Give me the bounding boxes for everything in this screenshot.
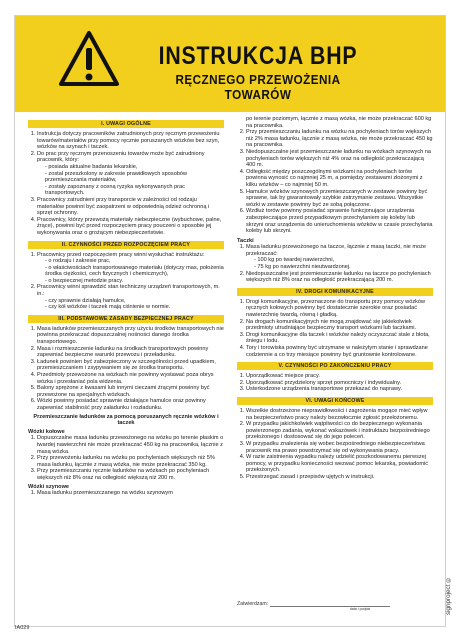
sub-list xyxy=(246,257,433,270)
list-item: 1. Masa ładunku przemieszczanego na wózku szynowym xyxy=(37,490,224,497)
list-item: 6. Wzdłuż torów powinny posiadać sprawnie funkcjonujące urządzenia zabezpieczające przed przypadkowym przechylaniem się koleby lub skrzyni oraz urządzenia do unieruchomienia wózków w czasie przechylania koleby lub skrzyni. xyxy=(246,208,433,234)
list-item xyxy=(37,151,224,197)
section-1-list xyxy=(28,131,224,237)
section-heading: III. PODSTAWOWE ZASADY BEZPIECZNEJ PRACY xyxy=(28,315,224,323)
subsection-subheading: Wózki szynowe xyxy=(28,483,70,490)
sub-list-item: - czy kół wózków i taczek mają ciśnienie w normie. xyxy=(45,304,171,311)
sub-list-item: - o bezpiecznej metodzie pracy. xyxy=(45,277,124,284)
list-item: 3. Pracownicy zatrudnieni przy transporcie w zależności od rodzaju materiałów powinni być zaopatrzeni w odpowiednią odzież ochronną i sprzęt ochronny. xyxy=(37,197,224,217)
signature-caption: data i podpis xyxy=(349,607,371,611)
list-item-text: Do prac przy ręcznym przenoszeniu towarów może być zatrudniony pracownik, który: xyxy=(37,150,205,164)
list-item: 3. W przypadku znalezienia się wobec bezpośredniego niebezpieczeństwa pracownik ma prawo powstrzymać się od wykonywania pracy. xyxy=(246,441,433,454)
list-item xyxy=(37,252,224,285)
list-item: 2. W przypadku jakichkolwiek wątpliwości co do bezpiecznego wykonania powierzonego zadania, wykonać wskazówek i instruktażu bezpośredniego przełożonego i dostosować się do jego poleceń. xyxy=(246,421,433,441)
list-item: 1. Dopuszczalne masa ładunku przewożonego na wózku po terenie płaskim o twardej nawierzchni nie może przekraczać 450 kg na pracownika, łącznie z masą wózka. xyxy=(37,435,224,455)
sub-list-item: - posiada aktualne badania lekarskie, xyxy=(45,163,138,170)
taczki-list xyxy=(237,244,433,284)
list-item: 3. Przy przemieszczaniu ręcznie ładunków na wózkach po pochyleniach większych niż 8% oraz na odległość większą niż 200 m. xyxy=(37,468,224,481)
title-line-2: RĘCZNEGO PRZEWOŻENIA TOWARÓW xyxy=(175,72,341,102)
list-item: 1. Uporządkować miejsce pracy. xyxy=(246,373,433,380)
sub-list-item: - 75 kg po nawierzchni nieutwardzonej. xyxy=(254,264,351,271)
list-item: 3. Niedopuszczalne jest przemieszczanie ładunku na wózkach szynowych na pochyleniach torów większych niż 4% oraz na odległość przekraczającą 400 m. xyxy=(246,149,433,169)
list-item: 3. Usterkodzone urządzenia transportowe przekazać do naprawy. xyxy=(246,386,433,393)
section-3-list xyxy=(28,326,224,412)
section-4-list xyxy=(28,435,224,481)
sub-list-item: - czy sprawnie działają hamulce, xyxy=(45,297,126,304)
right-column xyxy=(237,116,433,481)
approval-footer xyxy=(237,601,433,611)
list-item-text: Pracownicy przed rozpoczęciem pracy winni wysłuchać instruktażu: xyxy=(37,251,205,258)
instruction-sign xyxy=(14,15,446,627)
list-item: 2. Na drogach komunikacyjnych nie mogą znajdować się jakiekolwiek przedmioty utrudniające bezpieczny transport wózkami lub taczkami. xyxy=(246,319,433,332)
list-item: 3. Ładunek powinien być zabezpieczony w szczególności przed upadkiem, przemieszczaniem i zsypywaniem się ze środka transportu. xyxy=(37,359,224,372)
title-line-1: INSTRUKCJA BHP xyxy=(158,42,358,70)
list-item: 2. Przy przewożeniu ładunku na wózku po pochyleniach większych niż 5% masa ładunku, łącznie z masą wózka, nie może przekraczać 350 kg. xyxy=(37,455,224,468)
continuation-text: po terenie poziomym, łącznie z masą wózka, nie może przekraczać 600 kg na pracownika. xyxy=(246,116,432,129)
section-heading: IV. DROGI KOMUNIKACYJNE xyxy=(237,288,433,296)
subsection-subheading: Wózki kołowe xyxy=(28,428,65,435)
signature-line xyxy=(270,606,390,607)
list-item: 2. Niedopuszczalne jest przemieszczanie ładunku na taczce po pochyleniach większych niż 8% oraz na odległość przekraczającą 200 m. xyxy=(246,271,433,284)
list-item: 1. Instrukcja dotyczy pracowników zatrudnionych przy ręcznym przewożeniu towarów/materiałów przy pomocy ręcznie poruszanych wózków bez szyn, wózków na szynach i taczek. xyxy=(37,131,224,151)
page-title xyxy=(133,44,383,102)
list-item: 2. Przy przemieszczaniu ładunku na wózku na pochyleniach torów większych niż 2% masa ładunku, łącznie z masą wózka, nie może przekraczać 450 kg na pracownika. xyxy=(246,129,433,149)
list-item: 4. Tory i torowiska powinny być utrzymane w należytym stanie i sprawdzane codziennie a co trzy miesiące powinny być gruntownie kontrolowane. xyxy=(246,345,433,358)
section-7-list xyxy=(237,408,433,481)
section-2-list xyxy=(28,252,224,311)
warning-triangle-icon xyxy=(58,30,120,88)
section-5-list xyxy=(237,299,433,358)
list-item: 2. Masa i rozmieszczenie ładunku na środkach transportowych powinny zapewniać bezpieczne warunki przewozu i przeładunku. xyxy=(37,346,224,359)
list-item: 4. Odległość między poszczególnymi wózkami na pochyleniach torów powinna wynosić co najmniej 25 m, a pomiędzy zestawami złożonymi z kilku wózków – co najmniej 50 m. xyxy=(246,169,433,189)
sub-list-item: - 100 kg po twardej nawierzchni, xyxy=(254,257,335,264)
list-item: 4. W razie zaistnienia wypadku należy udzielić poszkodowanemu pierwszej pomocy, w przypadku konieczności wezwać pomoc lekarską, powiadomić przełożonych. xyxy=(246,454,433,474)
sub-list-item: - został przeszkolony w zakresie prawidłowych sposobów przemieszczania materiałów, xyxy=(45,170,188,184)
list-item: 1. Drogi komunikacyjne, przeznaczone do transportu przy pomocy wózków ręcznych kołowych powinny być dostatecznie szerokie oraz posiadać nawierzchnię twardą, równą i gładką. xyxy=(246,299,433,319)
sub-list xyxy=(37,164,224,197)
list-item-text: Pracownicy winni sprawdzić stan techniczny urządzeń transportowych, m. in.: xyxy=(37,284,220,298)
sub-list-item: - o rodzaju i zakresie prac, xyxy=(45,258,111,265)
sub-list-item: - o właściwościach transportowanego materiału (dotyczy mas, położenia środka ciężkości, cech fizycznych i chemicznych), xyxy=(45,264,224,278)
brand-label: signproject ® xyxy=(445,575,452,615)
section-4b-list xyxy=(28,490,224,497)
list-item: 1. Masa ładunków przemieszczanych przy użyciu środków transportowych nie powinna przekraczać dopuszczalnej nośności danego środka transportowego. xyxy=(37,326,224,346)
list-item xyxy=(37,284,224,310)
subsection-heading: Przemieszczanie ładunków za pomocą poruszanych ręcznie wózków i taczek xyxy=(33,413,219,427)
list-item: 5. Przestrzegać zasad i przepisów ujętych w instrukcji. xyxy=(246,474,433,481)
rail-list xyxy=(237,129,433,235)
subsection-subheading: Taczki xyxy=(237,237,254,244)
list-item: 4. Przedmioty przewożone na wózkach nie powinny wystawać poza obrys wózka i przesłaniać pola widzenia. xyxy=(37,372,224,385)
list-item: 3. Drogi komunikacyjne dla taczek i wózków należy oczyszczać stale z błota, śniegu i lodu. xyxy=(246,332,433,345)
section-heading: II. CZYNNOŚCI PRZED ROZPOCZĘCIEM PRACY xyxy=(28,241,224,249)
list-item: 6. Wózki powinny posiadać sprawnie działające hamulce oraz powinny zapewniać stabilność przy załadunku i rozładunku. xyxy=(37,398,224,411)
approved-label: Zatwierdzam: xyxy=(237,601,269,607)
left-column xyxy=(28,116,224,497)
list-item: 2. Uporządkować przydzielony sprzęt pomocniczy i indywidualny. xyxy=(246,380,433,387)
sign-code: IA029 xyxy=(15,625,30,631)
section-heading: VI. UWAGI KOŃCOWE xyxy=(237,397,433,405)
list-item: 5. Balony sprężone z kwasami lub innymi cieczami żrącymi powinny być przewożone na specjalnych wózkach. xyxy=(37,385,224,398)
section-6-list xyxy=(237,373,433,393)
list-item: 5. Hamulce wózków szynowych przemieszczanych w zestawie powinny być sprawne, tak by gwarantowały szybkie zatrzymanie zestawu. Wszystkie wózki w zestawie powinny być ze sobą połączone. xyxy=(246,189,433,209)
section-heading: I. UWAGI OGÓLNE xyxy=(28,120,224,128)
section-heading: V. CZYNNOŚCI PO ZAKOŃCZENIU PRACY xyxy=(237,362,433,370)
sub-list xyxy=(37,258,224,284)
list-item-text: Masa ładunku przewożonego na taczce, łącznie z masą taczki, nie może przekraczać: xyxy=(246,244,427,257)
list-item xyxy=(246,244,433,270)
list-item: 4. Pracownicy, którzy przewożą materiały niebezpieczne (wybuchowe, palne, żrące), powinni być przed rozpoczęciem pracy pouczeni o sposobie jej wykonywania oraz o grożącym niebezpieczeństwie. xyxy=(37,217,224,237)
sub-list xyxy=(37,298,224,311)
sub-list-item: - zostały zapoznany z oceną ryzyka wykonywanych prac transportowych. xyxy=(45,183,185,197)
header-bar xyxy=(15,16,445,112)
list-item: 1. Wszelkie dostrzeżone nieprawidłowości i zagrożenia mogące mieć wpływ na bezpieczeństwo pracy należy bezzwłocznie zgłosić przełożonemu. xyxy=(246,408,433,421)
